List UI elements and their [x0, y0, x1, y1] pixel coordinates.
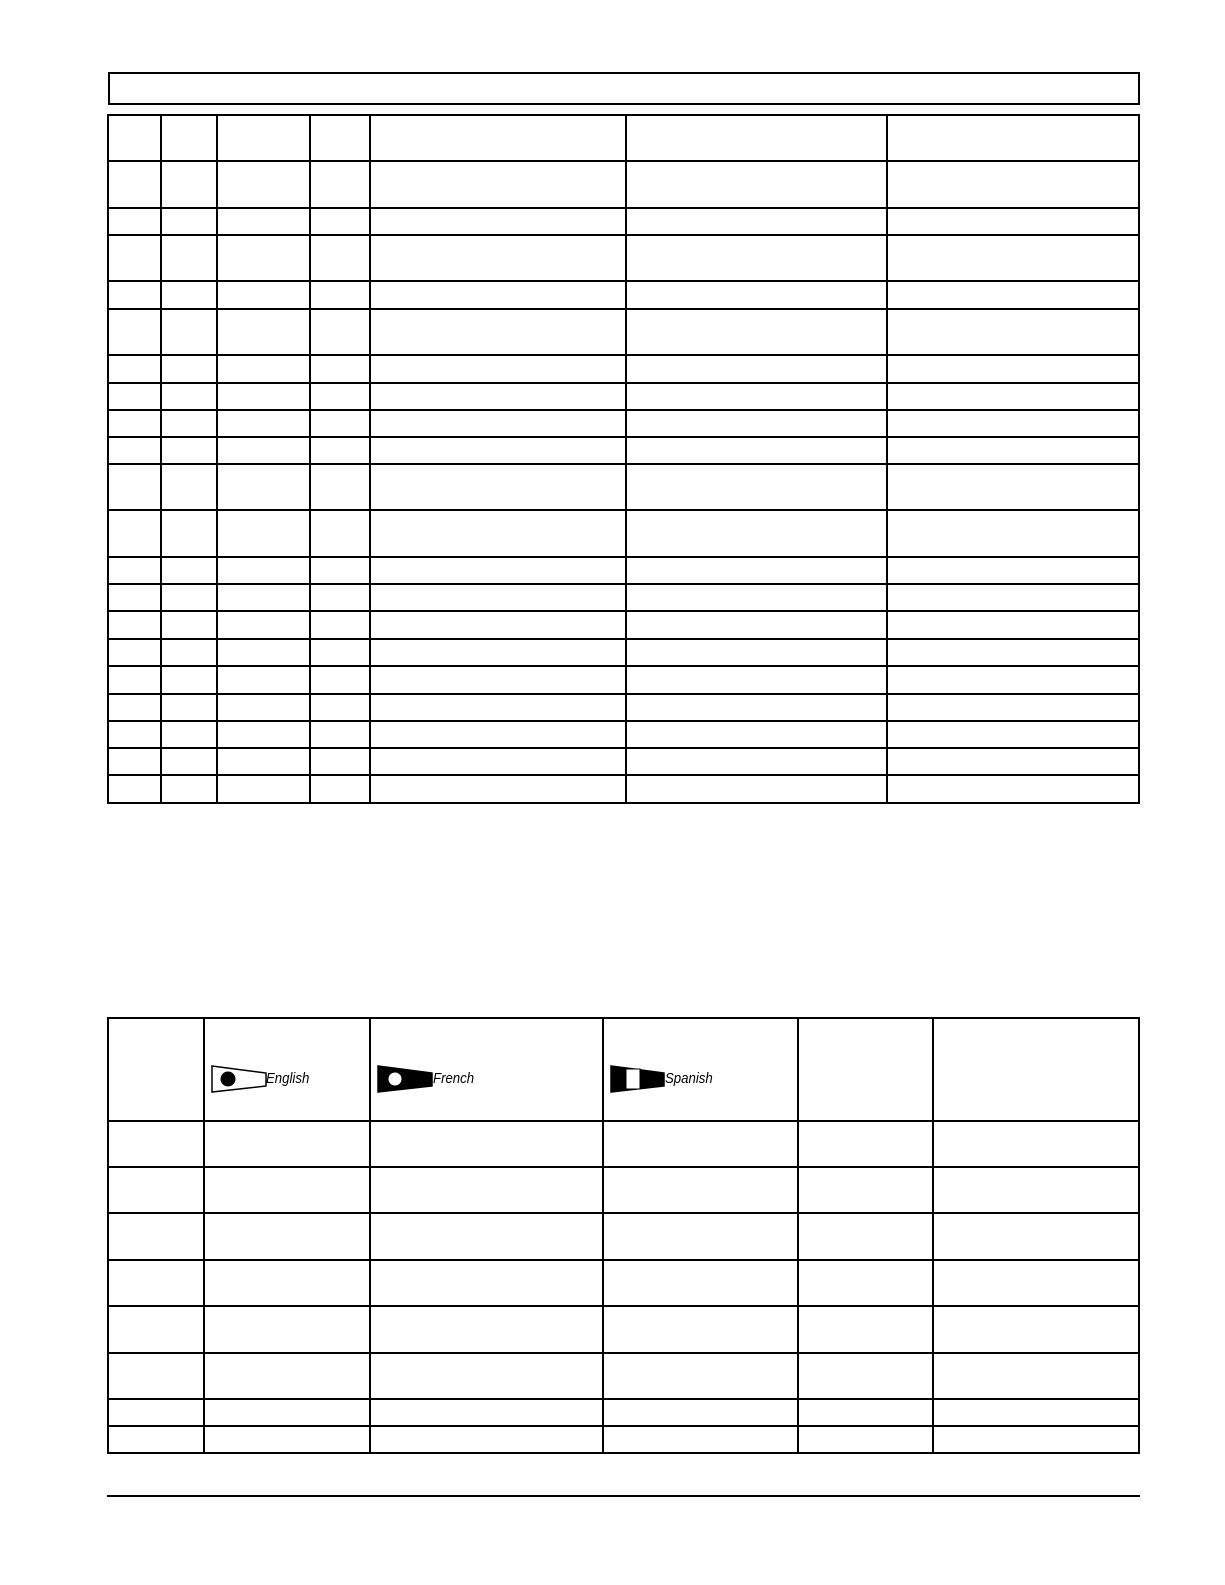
french-flag-icon [378, 1066, 432, 1092]
french-header-label: French [433, 1070, 475, 1087]
english-header-label: English [266, 1070, 310, 1087]
footer-rule [107, 1495, 1140, 1497]
spanish-flag-icon [611, 1066, 664, 1092]
spanish-header-label: Spanish [665, 1070, 713, 1087]
english-flag-icon [212, 1066, 266, 1092]
